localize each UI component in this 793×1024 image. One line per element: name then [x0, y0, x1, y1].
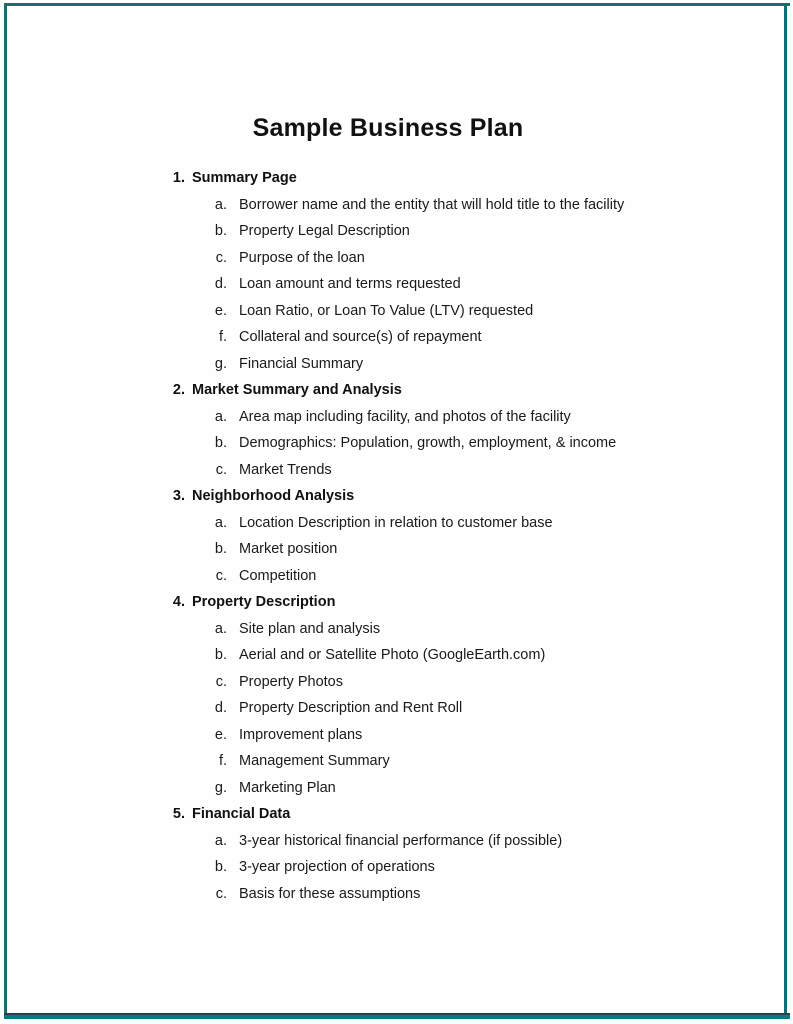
- outline-sub-item: [7, 833, 784, 860]
- section-heading: [7, 488, 784, 515]
- section-heading: [7, 594, 784, 621]
- section-number: 3.: [172, 488, 185, 504]
- sub-item-marker: d.: [214, 276, 227, 292]
- section-title: Summary Page: [192, 170, 297, 186]
- outline-sub-item: [7, 223, 784, 250]
- sub-item-marker: c.: [215, 567, 227, 584]
- sub-item-marker: a.: [214, 408, 227, 425]
- sub-item-text: Demographics: Population, growth, employment, & income: [239, 435, 617, 451]
- page-content-area: [7, 6, 784, 1013]
- outline-sub-item: [7, 303, 784, 330]
- outline-list: [7, 170, 784, 912]
- sub-item-text: Financial Summary: [239, 355, 364, 372]
- sub-item-text: Area map including facility, and photos of the facility: [239, 408, 571, 425]
- sub-item-marker: a.: [214, 620, 227, 637]
- outline-sub-item: [7, 515, 784, 542]
- sub-item-text: Loan Ratio, or Loan To Value (LTV) requested: [239, 302, 534, 319]
- section-number: 4.: [172, 594, 185, 610]
- section-title: Market Summary and Analysis: [192, 382, 402, 398]
- sub-item-marker: e.: [214, 726, 227, 743]
- sub-item-marker: f.: [218, 329, 227, 345]
- section-title: Financial Data: [192, 806, 291, 822]
- page-border-right: [784, 3, 787, 1017]
- outline-section: [7, 806, 784, 912]
- sub-item-marker: c.: [215, 249, 227, 266]
- sub-item-marker: a.: [214, 514, 227, 531]
- sub-item-text: Basis for these assumptions: [239, 885, 421, 902]
- sub-item-marker: b.: [214, 859, 227, 875]
- outline-section: [7, 488, 784, 594]
- outline-sub-item: [7, 700, 784, 727]
- outline-sub-item: [7, 409, 784, 436]
- sub-item-text: Marketing Plan: [239, 779, 336, 796]
- sub-item-marker: b.: [214, 541, 227, 557]
- sub-item-text: 3-year historical financial performance (if possible): [239, 832, 563, 849]
- outline-sub-item: [7, 753, 784, 780]
- sub-item-text: Management Summary: [239, 753, 390, 769]
- outline-sub-item: [7, 674, 784, 701]
- outline-sub-item: [7, 568, 784, 595]
- sub-item-text: Improvement plans: [239, 726, 363, 743]
- sub-item-marker: b.: [214, 647, 227, 663]
- outline-sub-item: [7, 621, 784, 648]
- sub-item-marker: c.: [215, 885, 227, 902]
- section-heading: [7, 382, 784, 409]
- outline-section: [7, 382, 784, 488]
- sub-item-marker: a.: [214, 832, 227, 849]
- section-heading: [7, 170, 784, 197]
- sub-item-text: Market position: [239, 541, 338, 557]
- outline-sub-item: [7, 541, 784, 568]
- outline-section: [7, 170, 784, 382]
- outline-sub-item: [7, 329, 784, 356]
- sub-item-marker: b.: [214, 223, 227, 239]
- sub-item-text: Competition: [239, 567, 317, 584]
- sub-item-marker: e.: [214, 302, 227, 319]
- outline-sub-item: [7, 859, 784, 886]
- sub-item-text: Loan amount and terms requested: [239, 276, 461, 292]
- sub-item-marker: a.: [214, 196, 227, 213]
- page-border-bottom: [4, 1015, 790, 1019]
- section-heading: [7, 806, 784, 833]
- outline-sub-item: [7, 647, 784, 674]
- sub-item-marker: g.: [214, 779, 227, 796]
- section-number: 2.: [172, 382, 185, 398]
- sub-item-text: Property Photos: [239, 673, 343, 690]
- outline-sub-item: [7, 727, 784, 754]
- sub-item-text: Property Legal Description: [239, 223, 410, 239]
- sub-item-text: Site plan and analysis: [239, 620, 381, 637]
- section-number: 5.: [172, 806, 185, 822]
- outline-sub-item: [7, 197, 784, 224]
- sub-item-marker: f.: [218, 753, 227, 769]
- sub-item-text: Borrower name and the entity that will hold title to the facility: [239, 196, 625, 213]
- section-number: 1.: [172, 170, 185, 186]
- sub-item-marker: g.: [214, 355, 227, 372]
- sub-item-text: Collateral and source(s) of repayment: [239, 329, 482, 345]
- sub-item-text: Property Description and Rent Roll: [239, 700, 463, 716]
- section-title: Neighborhood Analysis: [192, 488, 355, 504]
- sub-item-text: Aerial and or Satellite Photo (GoogleEarth.com): [239, 647, 546, 663]
- outline-sub-item: [7, 276, 784, 303]
- sub-item-text: Purpose of the loan: [239, 249, 365, 266]
- sub-item-text: Location Description in relation to customer base: [239, 514, 553, 531]
- sub-item-text: Market Trends: [239, 461, 332, 478]
- sub-item-marker: c.: [215, 673, 227, 690]
- sub-item-marker: b.: [214, 435, 227, 451]
- outline-sub-item: [7, 356, 784, 383]
- outline-sub-item: [7, 250, 784, 277]
- sub-item-text: 3-year projection of operations: [239, 859, 435, 875]
- sub-item-marker: c.: [215, 461, 227, 478]
- sub-item-marker: d.: [214, 700, 227, 716]
- outline-sub-item: [7, 780, 784, 807]
- outline-sub-item: [7, 462, 784, 489]
- outline-sub-item: [7, 435, 784, 462]
- section-title: Property Description: [192, 594, 336, 610]
- page-title: Sample Business Plan: [252, 113, 524, 142]
- outline-section: [7, 594, 784, 806]
- outline-sub-item: [7, 886, 784, 913]
